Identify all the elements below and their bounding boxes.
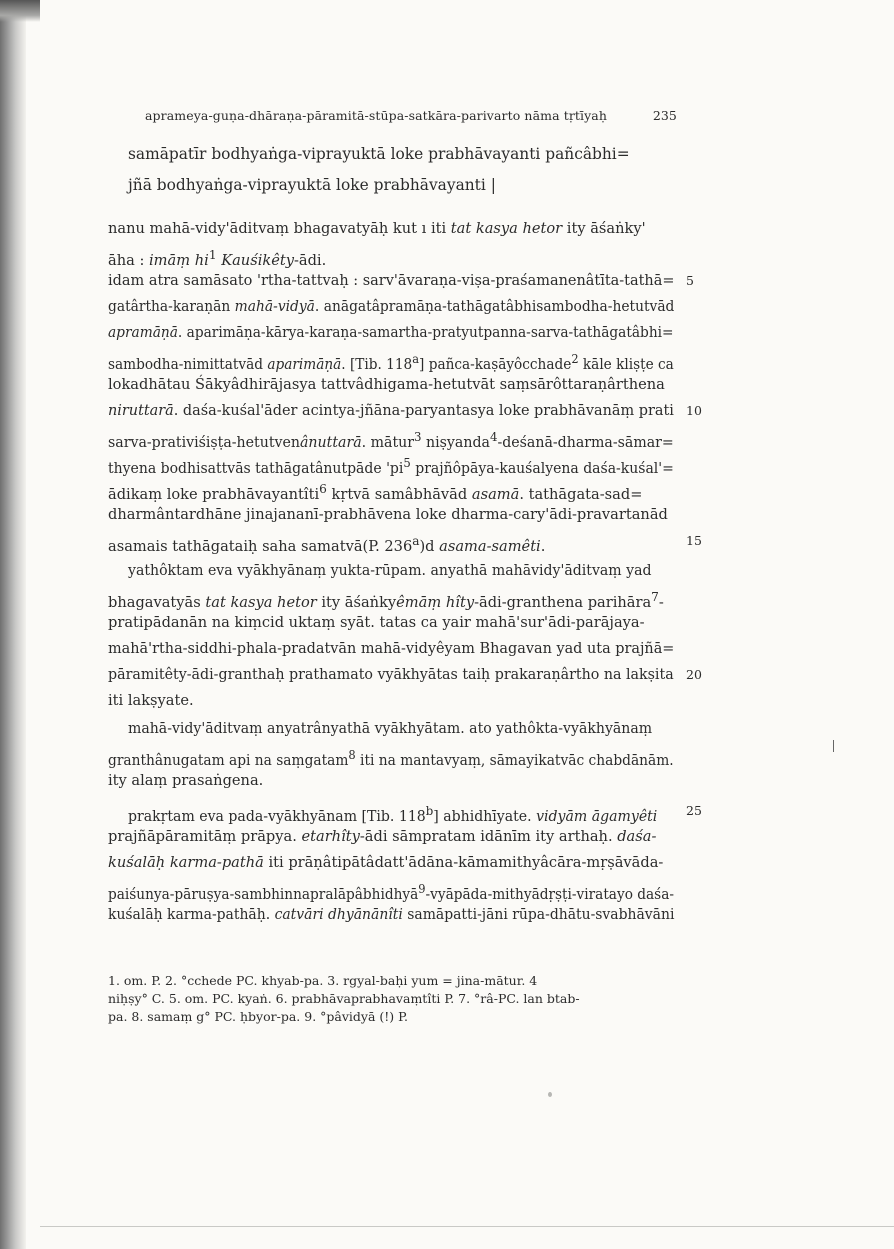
text-line: idam atra samāsato 'rtha-tattvaḥ : sarv'āvaraṇa-viṣa-praśamanenâtīta-tathā= xyxy=(108,272,675,289)
footnote-line: 1. om. P. 2. °cchede PC. khyab-pa. 3. rgyal-baḥi yum = jina-mātur. 4 xyxy=(108,973,538,988)
text-line: prakṛtam eva pada-vyākhyānam [Tib. 118$^b$] abhidhīyate. vidyām āgamyêti xyxy=(128,804,658,825)
text-line: bhagavatyās tat kasya hetor ity āśaṅkyêmāṃ hîty-ādi-granthena parihāra$^7$- xyxy=(108,590,664,611)
text-line: prajñāpāramitāṃ prāpya. etarhîty-ādi sāmpratam idānīm ity arthaḥ. daśa- xyxy=(108,828,657,845)
running-header xyxy=(145,108,677,128)
text-line: nanu mahā-vidy'āditvaṃ bhagavatyāḥ kut ı iti tat kasya hetor ity āśaṅky' xyxy=(108,220,646,237)
text-line: paiśunya-pāruṣya-sambhinnapralāpâbhidhyā$^9$-vyāpāda-mithyādṛṣṭi-viratayo daśa- xyxy=(108,882,674,903)
text-line: yathôktam eva vyākhyānaṃ yukta-rūpam. anyathā mahāvidy'āditvaṃ yad xyxy=(128,562,652,579)
text-line: kuśalāḥ karma-pathā iti prāṇâtipātâdatt'ādāna-kāmamithyâcāra-mṛṣāvāda- xyxy=(108,854,664,871)
verse-line: samāpatīr bodhyaṅga-viprayuktā loke prabhāvayanti pañcâbhi= xyxy=(128,144,630,163)
text-line: sarva-prativiśiṣṭa-hetutvenânuttarā. mātur$^3$ niṣyanda$^4$-deśanā-dharma-sāmar= xyxy=(108,430,674,451)
text-line: granthânugatam api na saṃgatam$^8$ iti na mantavyaṃ, sāmayikatvāc chabdānām. xyxy=(108,748,674,769)
line-number: 5 xyxy=(686,273,694,288)
footnote-line: pa. 8. samaṃ g° PC. ḥbyor-pa. 9. °pâvidyā (!) P. xyxy=(108,1009,408,1024)
line-number: 10 xyxy=(686,403,702,418)
text-line: thyena bodhisattvās tathāgatânutpāde '$pi^5$ prajñôpāya-kauśalyena daśa-kuśal'= xyxy=(108,456,674,477)
line-number: 20 xyxy=(686,667,702,682)
text-line: ādikaṃ loke prabhāvayantîti$^6$ kṛtvā samâbhāvād asamā. tathāgata-sad= xyxy=(108,482,643,503)
footnote-line: niḥṣy° C. 5. om. PC. kyaṅ. 6. prabhāvaprabhavaṃtîti P. 7. °râ-PC. lan btab- xyxy=(108,991,580,1006)
verse-line: jñā bodhyaṅga-viprayuktā loke prabhāvayanti | xyxy=(128,175,496,194)
text-line: mahā'rtha-siddhi-phala-pradatvān mahā-vidyêyam Bhagavan yad uta prajñā= xyxy=(108,640,675,657)
text-line: mahā-vidy'āditvaṃ anyatrânyathā vyākhyātam. ato yathôkta-vyākhyānaṃ xyxy=(128,720,653,737)
line-number: 25 xyxy=(686,803,702,818)
text-line: lokadhātau Śākyâdhirājasya tattvâdhigama-hetutvāt saṃsārôttaraṇârthena xyxy=(108,376,665,393)
margin-mark xyxy=(833,740,834,752)
text-line: iti lakṣyate. xyxy=(108,692,194,709)
text-line: dharmântardhāne jinajananī-prabhāvena loke dharma-cary'ādi-pravartanād xyxy=(108,506,668,523)
text-line: pratipādanān na kiṃcid uktaṃ syāt. tatas ca yair mahā'sur'ādi-parājaya- xyxy=(108,614,645,631)
running-title: aprameya-guṇa-dhāraṇa-pāramitā-stūpa-satkāra-parivarto nāma tṛtīyaḥ xyxy=(145,108,607,123)
text-line: asamais tathāgataiḥ saha samatvā(P. 236$^a$)d asama-samêti. xyxy=(108,534,546,555)
binding-corner-shadow xyxy=(0,0,40,22)
paper-speck xyxy=(548,1092,552,1097)
book-binding-shadow xyxy=(0,0,26,1249)
page-bottom-edge xyxy=(40,1226,894,1227)
text-line: gatârtha-karaṇān mahā-vidyā. anāgatâpramāṇa-tathāgatâbhisambodha-hetutvād xyxy=(108,298,675,315)
text-line: sambodha-nimittatvād aparimāṇā. [Tib. 118$^a$] pañca-kaṣāyôcchade$^2$ kāle kliṣṭe ca xyxy=(108,352,674,373)
text-line: ity alaṃ prasaṅgena. xyxy=(108,772,264,789)
text-line: kuśalāḥ karma-pathāḥ. catvāri dhyānānîti samāpatti-jāni rūpa-dhātu-svabhāvāni xyxy=(108,906,675,923)
page-number: 235 xyxy=(652,108,677,123)
text-line: niruttarā. daśa-kuśal'āder acintya-jñāna-paryantasya loke prabhāvanāṃ prati xyxy=(108,402,674,419)
text-line: pāramitêty-ādi-granthaḥ prathamato vyākhyātas taiḥ prakaraṇârtho na lakṣita xyxy=(108,666,674,683)
text-line: āha : imāṃ $hi^1$ Kauśikêty-ādi. xyxy=(108,248,327,269)
line-number: 15 xyxy=(686,533,702,548)
text-line: apramāṇā. aparimāṇa-kārya-karaṇa-samartha-pratyutpanna-sarva-tathāgatâbhi= xyxy=(108,324,674,341)
